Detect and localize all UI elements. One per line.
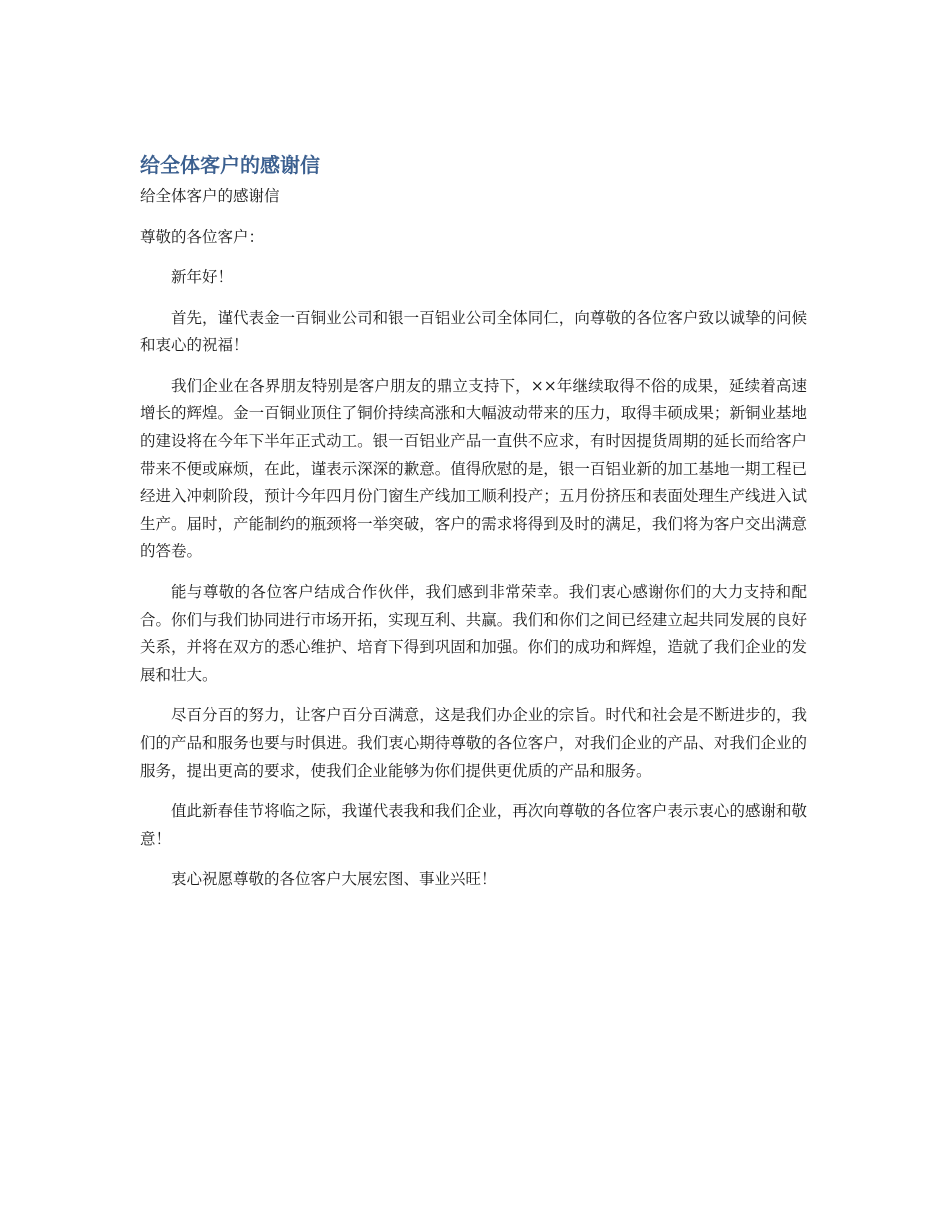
letter-page (140, 150, 807, 907)
paragraph-partnership: 能与尊敬的各位客户结成合作伙伴，我们感到非常荣幸。我们衷心感谢你们的大力支持和配合。你们与我们协同进行市场开拓，实现互利、共赢。我们和你们之间已经建立起共同发展的良好关系，并将在双方的悉心维护、培育下得到巩固和加强。你们的成功和辉煌，造就了我们企业的发展和壮大。 (140, 582, 807, 684)
paragraph-achievements: 我们企业在各界朋友特别是客户朋友的鼎立支持下，××年继续取得不俗的成果，延续着高速增长的辉煌。金一百铜业顶住了铜价持续高涨和大幅波动带来的压力，取得丰硕成果；新铜业基地的建设将在今年下半年正式动工。银一百铝业产品一直供不应求，有时因提货周期的延长而给客户带来不便或麻烦，在此，谨表示深深的歉意。值得欣慰的是，银一百铝业新的加工基地一期工程已经进入冲刺阶段，预计今年四月份门窗生产线加工顺利投产；五月份挤压和表面处理生产线进入试生产。届时，产能制约的瓶颈将一举突破，客户的需求将得到及时的满足，我们将为客户交出满意的答卷。 (140, 376, 807, 561)
document-title: 给全体客户的感谢信 (140, 153, 320, 177)
salutation: 尊敬的各位客户： (140, 228, 265, 246)
paragraph-regards: 首先，谨代表金一百铜业公司和银一百铝业公司全体同仁，向尊敬的各位客户致以诚挚的问候和衷心的祝福！ (140, 308, 807, 355)
paragraph-wishes: 衷心祝愿尊敬的各位客户大展宏图、事业兴旺！ (171, 870, 497, 889)
paragraph-thanks: 值此新春佳节将临之际，我谨代表我和我们企业，再次向尊敬的各位客户表示衷心的感谢和敬意！ (140, 802, 807, 848)
paragraph-mission: 尽百分百的努力，让客户百分百满意，这是我们办企业的宗旨。时代和社会是不断进步的，我们的产品和服务也要与时俱进。我们衷心期待尊敬的各位客户，对我们企业的产品、对我们企业的服务，提出更高的要求，使我们企业能够为你们提供更优质的产品和服务。 (140, 706, 807, 780)
paragraph-greeting: 新年好！ (171, 268, 234, 286)
document-subtitle: 给全体客户的感谢信 (140, 187, 280, 205)
